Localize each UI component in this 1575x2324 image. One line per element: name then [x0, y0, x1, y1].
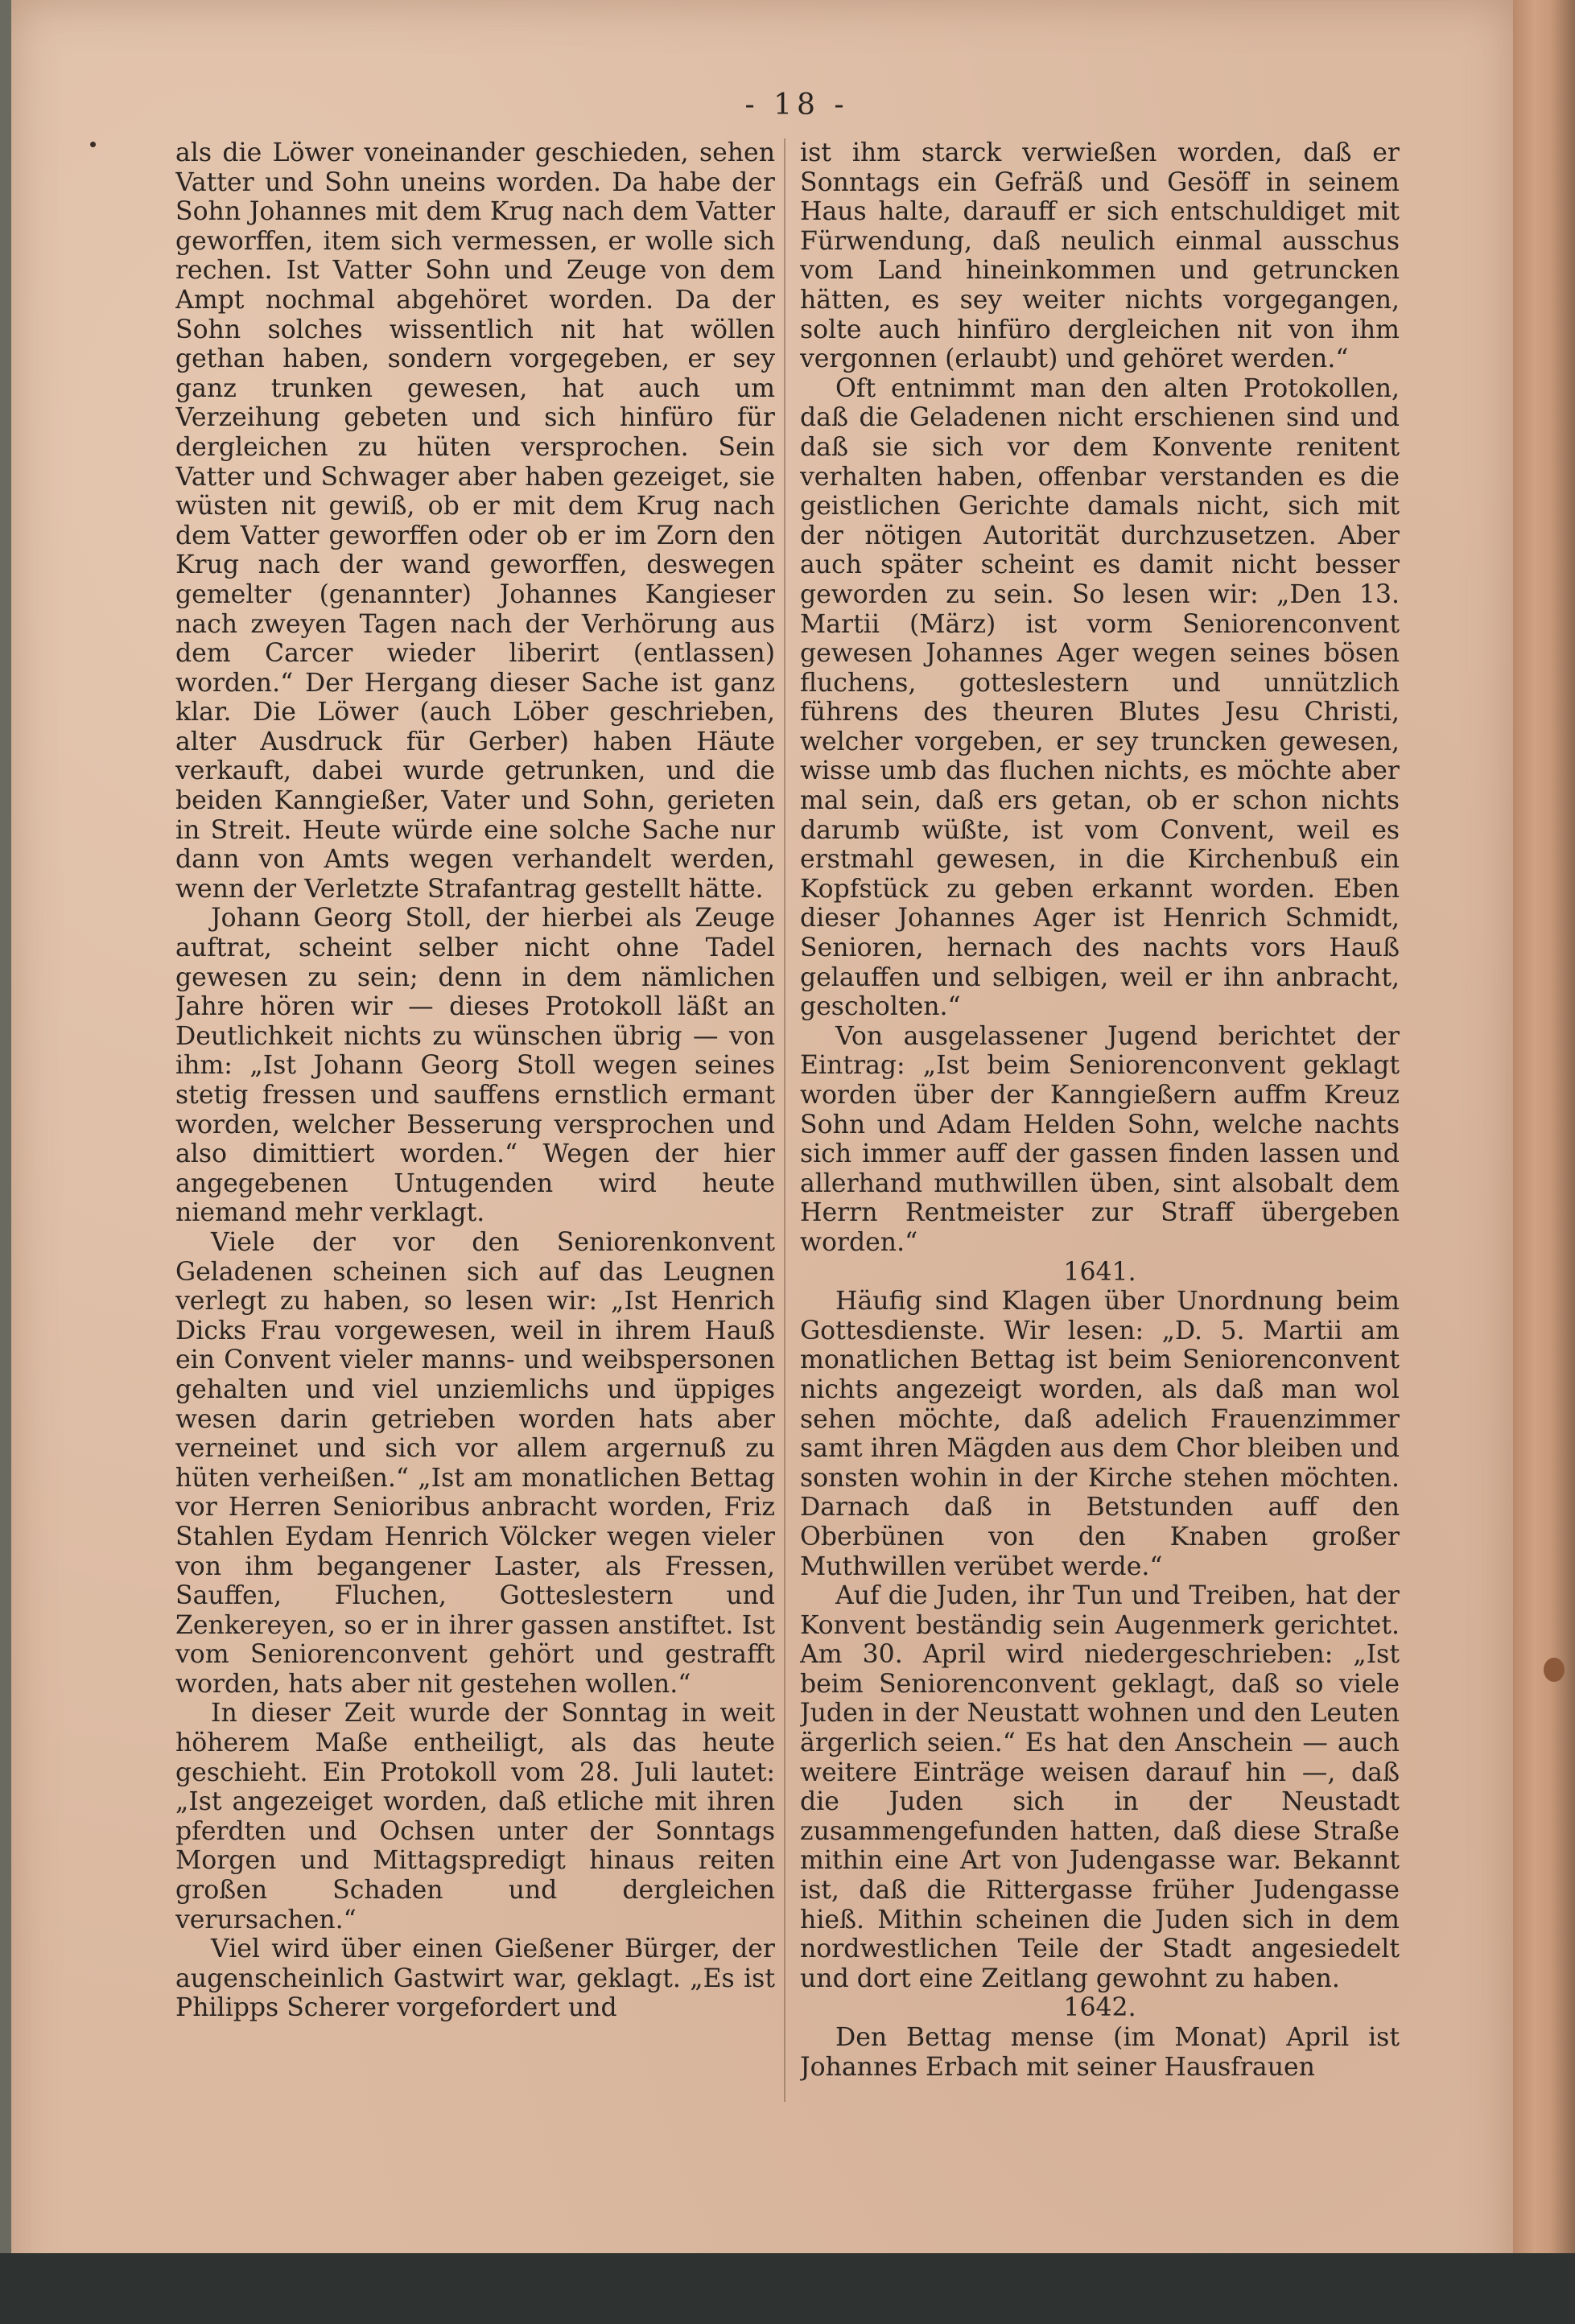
book-left-edge: [0, 0, 11, 2308]
right-text-column: [800, 138, 1400, 2102]
paragraph: Oft entnimmt man den alten Protokollen, daß die Geladenen nicht erschienen sind und daß sie sich vor dem Konvente renitent verhalten haben, offenbar verstanden es die geistlichen Gerichte damals nicht, sich mit der nötigen Autorität durchzusetzen. Aber auch später scheint es damit nicht besser geworden zu sein. So lesen wir: „Den 13. Martii (März) ist vorm Seniorenconvent gewesen Johannes Ager wegen seines bösen fluchens, gotteslestern und unnützlich führens des theuren Blutes Jesu Christi, welcher vorgeben, er sey truncken gewesen, wisse umb das fluchen nichts, es möchte aber mal sein, daß ers getan, ob er schon nichts darumb wüßte, ist vom Convent, weil es erstmahl gewesen, in die Kirchenbuß ein Kopfstück zu geben erkannt worden. Eben dieser Johannes Ager ist Henrich Schmidt, Senioren, hernach des nachts vors Hauß gelauffen und selbigen, weil er ihn anbracht, gescholten.“: [800, 373, 1400, 1022]
year-heading: 1641.: [1063, 1257, 1136, 1287]
spine-rivet: [1544, 1658, 1565, 1682]
paragraph: als die Löwer voneinander geschieden, sehen Vatter und Sohn uneins worden. Da habe der Sohn Johannes mit dem Krug nach dem Vatter geworffen, item sich vermessen, er wolle sich rechen. Ist Vatter Sohn und Zeuge von dem Ampt nochmal abgehöret worden. Da der Sohn solches wissentlich nit hat wöllen gethan haben, sondern vorgegeben, er sey ganz trunken gewesen, hat auch um Verzeihung gebeten und sich hinfüro für dergleichen zu hüten versprochen. Sein Vatter und Schwager aber haben gezeiget, sie wüsten nit gewiß, ob er mit dem Krug nach dem Vatter geworffen oder ob er im Zorn den Krug nach der wand geworffen, deswegen gemelter (genannter) Johannes Kangieser nach zweyen Tagen nach der Verhörung aus dem Carcer wieder liberirt (entlassen) worden.“ Der Hergang dieser Sache ist ganz klar. Die Löwer (auch Löber geschrieben, alter Ausdruck für Gerber) haben Häute verkauft, dabei wurde getrunken, und die beiden Kanngießer, Vater und Sohn, gerieten in Streit. Heute würde eine solche Sache nur dann von Amts wegen verhandelt werden, wenn der Verletzte Strafantrag gestellt hätte.: [175, 138, 775, 904]
scan-bottom-edge: [0, 2253, 1575, 2324]
margin-mark: [90, 142, 96, 147]
paragraph: Auf die Juden, ihr Tun und Treiben, hat der Konvent beständig sein Augenmerk gerichtet. Am 30. April wird niedergeschrieben: „Ist beim Seniorenconvent geklagt, daß so viele Juden in der Neustatt wohnen und den Leuten ärgerlich seien.“ Es hat den Anschein — auch weitere Einträge weisen darauf hin —, daß die Juden sich in der Neustadt zusammengefunden hatten, daß diese Straße mithin eine Art von Judengasse war. Bekannt ist, daß die Rittergasse früher Judengasse hieß. Mithin scheinen die Juden sich in dem nordwestlichen Teile der Stadt angesiedelt und dort eine Zeitlang gewohnt zu haben.: [800, 1581, 1400, 1993]
paragraph: Den Bettag mense (im Monat) April ist Johannes Erbach mit seiner Hausfrauen: [800, 2023, 1400, 2082]
paragraph: Häufig sind Klagen über Unordnung beim Gottesdienste. Wir lesen: „D. 5. Martii am monatlichen Bettag ist beim Seniorenconvent nichts angezeigt worden, als daß man wol sehen möchte, daß adelich Frauenzimmer samt ihren Mägden aus dem Chor bleiben und sonsten wohin in der Kirche stehen möchten. Darnach daß in Betstunden auff den Oberbünen von den Knaben großer Muthwillen verübet werde.“: [800, 1287, 1400, 1581]
left-text-column: [175, 138, 775, 2102]
paragraph: ist ihm starck verwießen worden, daß er Sonntags ein Gefräß und Gesöff in seinem Haus halte, darauff er sich entschuldiget mit Fürwendung, daß neulich einmal ausschus vom Land hineinkommen und getruncken hätten, es sey weiter nichts vorgegangen, solte auch hinfüro dergleichen nit von ihm vergonnen (erlaubt) und gehöret werden.“: [800, 138, 1400, 374]
paragraph: Viel wird über einen Gießener Bürger, der augenscheinlich Gastwirt war, geklagt. „Es ist Philipps Scherer vorgefordert und: [175, 1935, 775, 2023]
year-heading: 1642.: [1063, 1993, 1136, 2023]
paragraph: Johann Georg Stoll, der hierbei als Zeuge auftrat, scheint selber nicht ohne Tadel gewesen zu sein; denn in dem nämlichen Jahre hören wir — dieses Protokoll läßt an Deutlichkeit nichts zu wünschen übrig — von ihm: „Ist Johann Georg Stoll wegen seines stetig fressen und sauffens ernstlich ermant worden, welcher Besserung versprochen und also dimittiert worden.“ Wegen der hier angegebenen Untugenden wird heute niemand mehr verklagt.: [175, 904, 775, 1228]
paragraph: Von ausgelassener Jugend berichtet der Eintrag: „Ist beim Seniorenconvent geklagt worden über der Kanngießern auffm Kreuz Sohn und Adam Helden Sohn, welche nachts sich immer auff der gassen finden lassen und allerhand muthwillen üben, sint alsobalt dem Herrn Rentmeister zur Straff übergeben worden.“: [800, 1021, 1400, 1257]
paragraph: In dieser Zeit wurde der Sonntag in weit höherem Maße entheiligt, als das heute geschieht. Ein Protokoll vom 28. Juli lautet: „Ist angezeiget worden, daß etliche mit ihren pferdten und Ochsen unter der Sonntags Morgen und Mittagspredigt hinaus reiten großen Schaden und dergleichen verursachen.“: [175, 1699, 775, 1935]
page-number: - 18 -: [744, 89, 849, 122]
paragraph: Viele der vor den Seniorenkonvent Geladenen scheinen sich auf das Leugnen verlegt zu haben, so lesen wir: „Ist Henrich Dicks Frau vorgewesen, weil in ihrem Hauß ein Convent vieler manns- und weibspersonen gehalten und viel unziemlichs und üppiges wesen darin getrieben worden hats aber verneinet und sich vor allem argernuß zu hüten verheißen.“ „Ist am monatlichen Bettag vor Herren Senioribus anbracht worden, Friz Stahlen Eydam Henrich Völcker wegen vieler von ihm begangener Laster, als Fressen, Sauffen, Fluchen, Gotteslestern und Zenkereyen, so er in ihrer gassen anstiftet. Ist vom Seniorenconvent gehört und gestrafft worden, hats aber nit gestehen wollen.“: [175, 1227, 775, 1699]
column-divider: [784, 138, 785, 2102]
book-spine: [1513, 0, 1575, 2308]
